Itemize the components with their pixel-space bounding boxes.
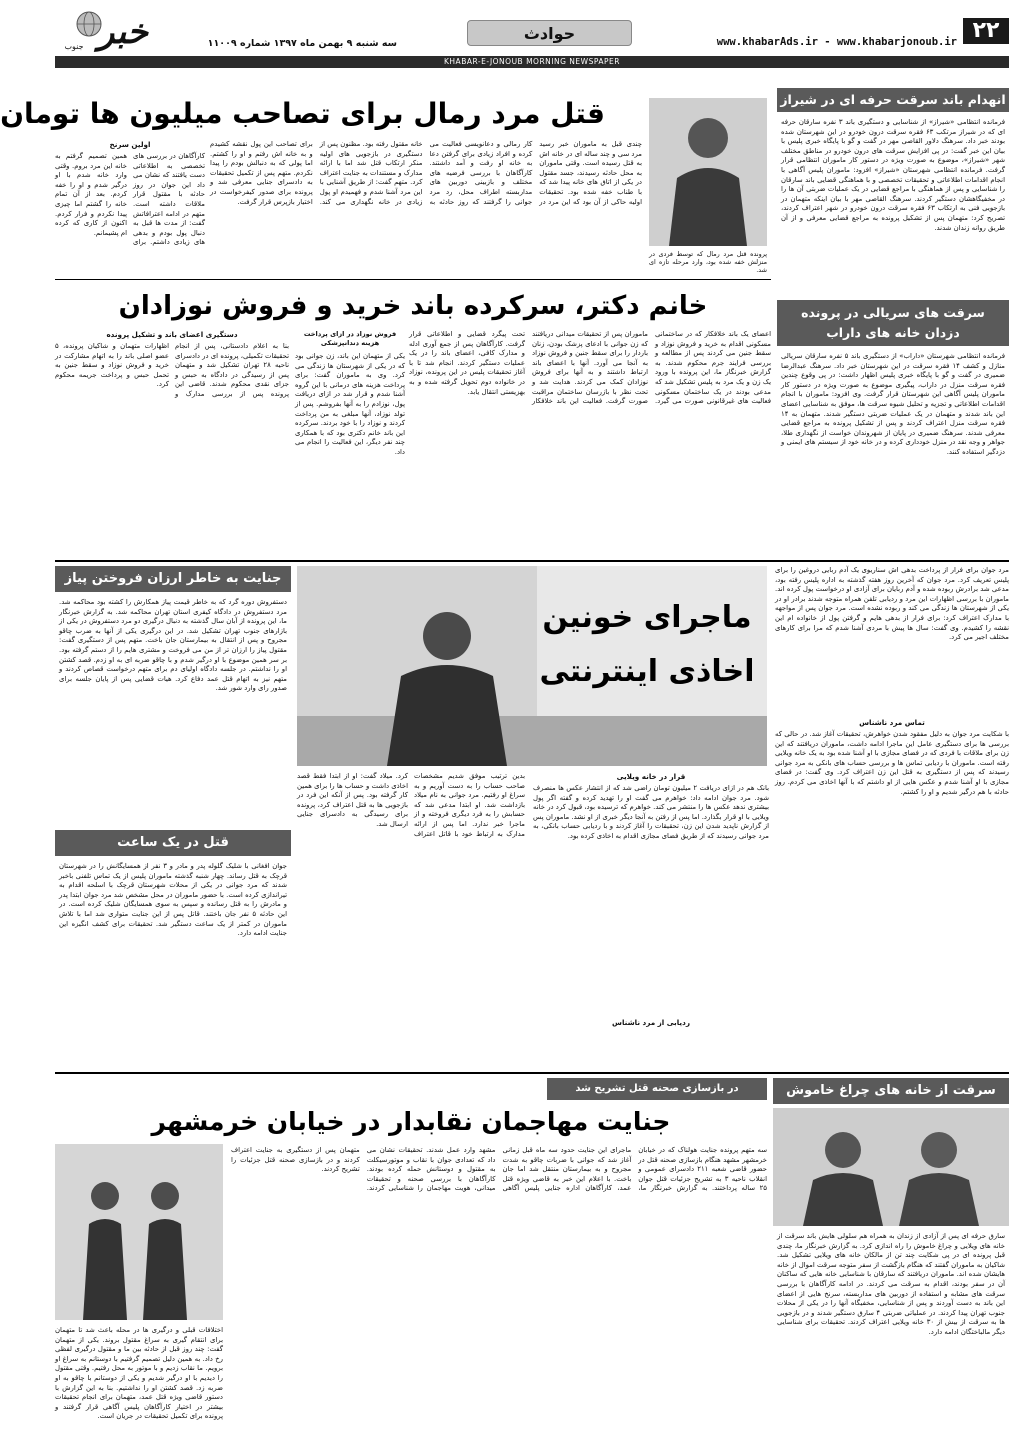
subhead: قرار در خانه ویلایی — [616, 772, 686, 781]
suspects-lineup-icon — [55, 1144, 223, 1320]
masthead — [47, 0, 1017, 70]
photo-caption-line2: اخاذی اینترنتی — [539, 654, 755, 689]
article-body: فرمانده انتظامی «شیراز» از شناسایی و دستگیری باند ۳ نفره سارقان حرفه ای که در شیراز مرتکب ۶۳ فقره سرقت درون خودرو در این شهرستان شده بودند خبر داد. سرهنگ دلاور القاصی مهر در گفت و گو با پایگاه خبری پلیس با بیان این خبر گفت: در پی افزایش سرقت های درون خودرو در مناطق مختلف شهر «شیراز»، موضوع به صورت ویژه در دستور کار ماموران انتظامی قرار گرفت. فرمانده انتظامی شهرستان «شیراز» افزود: ماموران پلیس آگاهی با انجام اقدامات اطلاعاتی و تحقیقات تخصصی و با هماهنگی قضایی باند سارقان را شناسایی و پس از هماهنگی با مراجع قضایی در یک عملیات ضربتی آن ها را در مخفیگاهشان دستگیر کردند. سرهنگ القاصی مهر با بیان اینکه متهمان در بازجویی فنی به ارتکاب ۶۳ فقره سرقت درون خودرو در شهر اعتراف کردند، تصریح کرد: متهمان پس از تشکیل پرونده به مراجع قضایی معرفی و از آن طریق روانه زندان شدند. — [781, 118, 1006, 232]
photo-caption-line1: ماجرای خونین — [542, 600, 752, 635]
article-rammal — [0, 88, 771, 276]
article-hour — [55, 830, 291, 1068]
article-shiraz — [777, 88, 1009, 298]
page-number-box — [963, 18, 1009, 44]
article-title: انهدام باند سرقت حرفه ای در شیراز — [777, 88, 1009, 112]
reconstruction-photo — [55, 1144, 223, 1320]
suspect-photo — [649, 98, 767, 246]
subhead: تماس مرد ناشناس — [859, 718, 925, 727]
article-title: خانم دکتر، سرکرده باند خرید و فروش نوزادان — [118, 291, 708, 321]
thieves-photo — [773, 1108, 1009, 1226]
divider — [55, 560, 1009, 562]
article-col-mid — [533, 772, 769, 1068]
article-body-mid: بانک هم در ازای دریافت ۲ میلیون تومان راضی شد که از انتشار عکس ها منصرف شود. مرد جوان ادامه داد: خواهرم می گفت او را تهدید کرده و گفته اگر پول بیشتری ندهد عکس ها را منتشر می کند. خواهرم که ترسیده بود، قبول کرد در خانه ویلایی با او قرار بگذارد. اما پس از رفتن به آنجا دیگر خبری از او نشد. ماموران پس از گزارش ناپدید شدن این زن، تحقیقات را آغاز کردند و با ردیابی حساب بانکی، به مرد جوانی رسیدند که از طریق فضای مجازی اقدام به اخاذی کرده بود. — [533, 784, 769, 840]
article-body: سارق حرفه ای پس از آزادی از زندان به همراه هم سلولی هایش باند سرقت از خانه های ویلایی و چراغ خاموش را راه اندازی کرد. به گزارش خبرنگار ما، چندی قبل پرونده ای در پی شکایت چند تن از مالکان خانه های ویلایی تشکیل شد. شاکیان به ماموران گفتند که هنگام بازگشت از سفر متوجه سرقت اموال از خانه هایشان شده اند. ماموران دریافتند که سارقان با شناسایی خانه هایی که ساکنان آن در سفر بودند، اقدام به سرقت می کردند. در ادامه کارآگاهان با بررسی سرقت های مشابه و استفاده از دوربین های مداربسته، سرنخ هایی از اعضای این باند به دست آوردند و پس از شناسایی، مخفیگاه آنها را در یکی از محلات جنوب تهران پیدا کردند. در عملیاتی ضربتی ۴ سارق دستگیر شدند و در بازجویی ها به سرقت از بیش از ۳۰ خانه ویلایی اعتراف کردند. تحقیقات برای شناسایی دیگر مالباختگان ادامه دارد. — [777, 1232, 1006, 1336]
article-col-left — [55, 140, 205, 274]
page-number: ۲۲ — [972, 18, 1000, 43]
date-issue: سه شنبه ۹ بهمن ماه ۱۳۹۷ شماره ۱۱۰۰۹ — [207, 38, 397, 49]
article-body: چندی قبل به ماموران خبر رسید مرد سی و چند ساله ای در خانه اش به قتل رسیده است. وقتی ماموران به محل حادثه رسیدند، جسد مقتول در یکی از اتاق های خانه پیدا شد که با طناب خفه شده بود. تحقیقات اولیه حاکی از آن بود که این مرد در کار رمالی و دعانویسی فعالیت می کرده و افراد زیادی برای گرفتن دعا به خانه او رفت و آمد داشتند. کارآگاهان با بررسی فرضیه های مختلف و بازبینی دوربین های مداربسته اطراف محل، رد مرد جوانی را گرفتند که روز حادثه به خانه مقتول رفته بود. مظنون پس از دستگیری در بازجویی های اولیه منکر ارتکاب قتل شد اما با ارائه مدارک و مستندات به جنایت اعتراف کرد. متهم گفت: از طریق آشنایی با این مرد آشنا شدم و فهمیدم او پول زیادی در خانه نگهداری می کند. برای تصاحب این پول نقشه کشیدم و به خانه اش رفتم و او را کشتم. اما پولی که به دنبالش بودم را پیدا نکردم. متهم پس از تکمیل تحقیقات به دادسرای جنایی معرفی شد و پرونده برای صدور کیفرخواست در اختیار بازپرس قرار گرفت. — [210, 140, 642, 206]
subhead: فروش نوزاد در ازای پرداخت هزینه دندانپزشکی — [303, 330, 397, 347]
article-title-text: سرقت های سریالی در پرونده دزدان خانه های داراب — [801, 305, 985, 340]
website-url: www.khabarAds.ir - www.khabarjonoub.ir — [716, 36, 957, 48]
subhead: دستگیری اعضای باند و تشکیل پرونده — [106, 330, 238, 339]
article-body: فرمانده انتظامی شهرستان «داراب» از دستگیری باند ۵ نفره سارقان سریالی منازل و کشف ۱۴ فقره سرقت در این شهرستان خبر داد. سرهنگ عبدالرضا ضمیری در گفت و گو با پایگاه خبری پلیس اظهار داشت: در پی وقوع چندین فقره سرقت منزل در داراب، پیگیری موضوع به صورت ویژه در دستور کار ماموران پلیس آگاهی این شهرستان قرار گرفت. وی افزود: ماموران با انجام اقدامات اطلاعاتی و تجزیه و تحلیل شیوه سرقت ها، موفق به شناسایی اعضای این باند شدند و متهمان در یک عملیات ضربتی دستگیر شدند. متهمان به ۱۴ فقره سرقت منزل اعتراف کردند و پس از تشکیل پرونده به مراجع قضایی معرفی شدند. سرهنگ ضمیری در پایان از شهروندان خواست از نگهداری طلا، جواهر و وجه نقد در منزل خودداری کرده و در خانه خود از سیستم های ایمنی و دزدگیر استفاده کنند. — [781, 352, 1005, 456]
article-body-3: بنا به اعلام دادستانی، پس از انجام تحقیقات تکمیلی، پرونده ای در دادسرای ناحیه ۲۸ تهران تشکیل شد و متهمان پس از رسیدگی در دادگاه به حبس و جزای نقدی محکوم شدند. قاضی این پرونده پس از بررسی مدارک و اظهارات متهمان و شاکیان پرونده، ۵ عضو اصلی باند را به اتهام مشارکت در خرید و فروش نوزاد و سقط جنین به تحمل حبس و پرداخت جریمه محکوم کرد. — [55, 342, 289, 398]
article-body: دستفروش دوره گرد که به خاطر قیمت پیاز همکارش را کشته بود محاکمه شد. مرد دستفروش در دادگاه کیفری استان تهران محاکمه شد. به گزارش خبرنگار ما، این پرونده از آبان سال گذشته به دنبال درگیری دو مرد دستفروش در یکی از بازارهای جنوب تهران تشکیل شد. در این درگیری یکی از آنها به ضرب چاقو مجروح و پس از انتقال به بیمارستان جان باخت. متهم پس از دستگیری گفت: مقتول پیاز را ارزان تر از من می فروخت و مشتری هایم را از دستم گرفته بود. بر سر همین موضوع با او درگیر شدم و با چاقو ضربه ای به او زدم. قصد کشتن او را نداشتم. در جلسه دادگاه اولیای دم برای متهم درخواست قصاص کردند و متهم نیز به اتهام قتل عمد دفاع کرد. هیات قضایی پس از پایان جلسه برای صدور رای وارد شور شد. — [59, 598, 287, 693]
section-tab — [467, 20, 632, 46]
article-body: جوان افغانی با شلیک گلوله پدر و مادر و ۳ نفر از همسایگانش را در شهرستان قرچک به قتل رساند. چهار شنبه گذشته ماموران پلیس از یک تماس تلفنی باخبر شدند که مرد جوانی در یکی از محلات شهرستان قرچک با اسلحه اقدام به تیراندازی کرده است. با حضور ماموران در محل مشخص شد مرد جوان ابتدا پدر و مادرش را به قتل رسانده و سپس به سوی همسایگان شلیک کرده است. در این حادثه ۵ نفر جان باختند. قاتل پس از این جنایت متواری شد اما با تلاش ماموران در کمتر از یک ساعت دستگیر شد. تحقیقات برای کشف انگیزه این جنایت ادامه دارد. — [59, 862, 287, 938]
english-subtitle: KHABAR-E-JONOUB MORNING NEWSPAPER — [444, 57, 620, 66]
article-title: سرقت از خانه های چراغ خاموش — [773, 1078, 1009, 1104]
newspaper-logo — [57, 8, 157, 58]
article-title — [777, 300, 1009, 346]
article-onion — [55, 566, 291, 828]
subhead: اولین سرنخ — [109, 140, 151, 149]
article-kicker: در بازسازی صحنه قتل تشریح شد — [547, 1078, 767, 1100]
article-doctor — [55, 282, 771, 556]
article-internet — [297, 566, 1009, 1070]
suspect-silhouette-icon — [649, 98, 767, 246]
article-body-2: کارآگاهان در بررسی های تخصصی به اطلاعاتی دست یافتند که نشان می داد این جوان در روز حادثه با مقتول قرار ملاقات داشته است. متهم در ادامه اعترافاتش گفت: از مدت ها قبل به دنبال پول بودم و بدهی های زیادی داشتم. برای همین تصمیم گرفتم به خانه این مرد بروم. وقتی وارد خانه شدم با او درگیر شدم و او را خفه کردم. بعد از آن تمام خانه را گشتم اما چیزی پیدا نکردم و فرار کردم. اکنون از کاری که کرده ام پشیمانم. — [55, 152, 205, 247]
article-silent — [773, 1078, 1009, 1424]
section-title: حوادث — [523, 24, 576, 43]
article-khorramshahr — [55, 1078, 767, 1424]
logo-text: خبر — [97, 12, 149, 52]
article-title: قتل مرد رمال برای تصاحب میلیون ها تومان — [0, 97, 605, 130]
article-body-left: بدین ترتیب موفق شدیم مشخصات صاحب حساب را به دست آوریم و به سراغ او رفتیم. مرد جوانی به نام میلاد بازداشت شد. او ابتدا مدعی شد که حسابش را به فرد دیگری فروخته و از ماجرا خبر ندارد. اما پس از ارائه مدارک به ارتباط خود با قاتل اعتراف کرد. میلاد گفت: او از ابتدا فقط قصد اخاذی داشت و حساب ها را برای همین کار گرفته بود. پس از آنکه این فرد در بازجویی ها به قتل اعتراف کرد، پرونده برای رسیدگی به دادسرای جنایی ارسال شد. — [297, 772, 525, 838]
courtroom-photo — [297, 566, 767, 766]
suspects-photo-icon — [773, 1108, 1009, 1226]
article-body: اعضای یک باند خلافکار که در ساختمانی مسکونی اقدام به خرید و فروش نوزاد و سقط جنین می کردند پس از مطالعه و بررسی فرایند جرم محکوم شدند. به گزارش خبرنگار ما، این پرونده با ورود یک زن و یک مرد به پلیس تشکیل شد که مدعی بودند در یک ساختمان مسکونی فعالیت های غیرقانونی صورت می گیرد. ماموران پس از تحقیقات میدانی دریافتند که زن جوانی با ادعای پزشک بودن، زنان باردار را برای سقط جنین و فروش نوزاد به آنجا می آورد. آنها با اعضای باند ارتباط داشتند و به آنها برای فروش نوزادان کمک می کردند. هدایت شد و تحت نظر با بازرسان ساختمان مراقبت صورت گرفت. فعالیت این باند خلافکار تحت پیگرد قضایی و اطلاعاتی قرار گرفت. کارآگاهان پس از جمع آوری ادله و مدارک کافی، اعضای باند را در یک عملیات دستگیر کردند. انجام شد تا با آغاز تحقیقات پلیس در این پرونده، نوزاد در خانواده دوم تحویل گرفته شده و به بهزیستی انتقال یابد. — [409, 330, 771, 406]
article-body-2: اختلافات قبلی و درگیری ها در محله باعث شد تا متهمان برای انتقام گیری به سراغ مقتول بروند. یکی از متهمان گفت: چند روز قبل از حادثه بین ما و مقتول درگیری لفظی رخ داد. به همین دلیل تصمیم گرفتیم با دوستانم به سراغ او برویم. ما نقاب زدیم و با موتور به محل رفتیم. وقتی مقتول را دیدیم با او درگیر شدیم و یکی از دوستانم با چاقو به او ضربه زد. قصد کشتن او را نداشتیم. بنا به این گزارش با دستور قاضی ویژه قتل عمد، متهمان برای انجام تحقیقات بیشتر در اختیار کارآگاهان پلیس آگاهی قرار گرفتند و پرونده برای تکمیل تحقیقات در جریان است. — [55, 1326, 223, 1421]
article-body-right: مرد جوان برای فرار از پرداخت بدهی اش سناریوی یک آدم ربایی دروغین را برای پلیس تعریف کرد. مرد جوان که آخرین روز هفته گذشته به اداره پلیس رفته بود، مدعی شد برادرش ربوده شده و آدم ربایان برای آزادی او درخواست پول کرده اند. ماموران با بررسی اظهارات این مرد و ردیابی تلفن همراه متوجه شدند برادر او در یکی از شهرستان ها زندگی می کند و ربوده نشده است. مرد جوان پس از مواجهه با مدارک اعتراف کرد: برای فرار از بدهی هایم و گرفتن پول از خانواده ام این نقشه را کشیدم. وی گفت: سال ها پیش با مردی آشنا شدم که مرا برای کارهای مختلف اجیر می کرد. — [775, 566, 1009, 642]
subhead: ردیابی از مرد ناشناس — [612, 1018, 690, 1027]
masthead-strip — [55, 56, 1009, 68]
article-body-2: یکی از متهمان این باند، زن جوانی بود که در یکی از شهرستان ها زندگی می کرد. وی به ماموران گفت: برای پرداخت هزینه های درمانی با این گروه آشنا شدم و قرار شد در ازای دریافت پول، نوزادم را به آنها بفروشم. پس از تولد نوزاد، آنها مبلغی به من پرداخت کردند و نوزاد را با خود بردند. سرکرده این باند خانم دکتری بود که با همکاری چند نفر دیگر، این فعالیت را انجام می داد. — [295, 352, 405, 456]
article-title: جنایت مهاجمان نقابدار در خیابان خرمشهر — [151, 1107, 671, 1136]
divider — [55, 1072, 1009, 1074]
photo-caption: پرونده قتل مرد رمال که توسط فردی در منزلش خفه شده بود، وارد مرحله تازه ای شد. — [649, 250, 767, 274]
article-col-left — [55, 330, 289, 554]
article-darab — [777, 300, 1009, 562]
article-body: سه متهم پرونده جنایت هولناک که در خیابان خرمشهر مشهد هنگام بازسازی صحنه قتل در حضور قاضی شعبه ۲۱۱ دادسرای عمومی و انقلاب ناحیه ۳ به تشریح جزئیات قتل جوان ۲۵ ساله پرداختند. به گزارش خبرنگار ما، ماجرای این جنایت حدود سه ماه قبل زمانی آغاز شد که جوانی با ضربات چاقو به شدت مجروح و به بیمارستان منتقل شد اما جان باخت. با اعلام این خبر به قاضی ویژه قتل عمد، کارآگاهان اداره جنایی پلیس آگاهی مشهد وارد عمل شدند. تحقیقات نشان می داد که تعدادی جوان با نقاب و موتورسیکلت به مقتول و دوستانش حمله کرده بودند. کارآگاهان با بررسی صحنه و تحقیقات میدانی، هویت مهاجمان را شناسایی کردند. متهمان پس از دستگیری به جنایت اعتراف کردند و در بازسازی صحنه قتل جزئیات را تشریح کردند. — [231, 1146, 767, 1193]
article-body-right-2: با شکایت مرد جوان به دلیل مفقود شدن خواهرش، تحقیقات آغاز شد. در حالی که بررسی ها برای دستگیری عامل این ماجرا ادامه داشت، ماموران دریافتند که این زن برای ملاقات با فردی که در فضای مجازی با او آشنا شده بود به یک خانه ویلایی رفته است. ماموران با ردیابی تماس ها و بررسی حساب های بانکی به مرد جوانی رسیدند که پس از دستگیری به قتل این زن اعتراف کرد. وی گفت: در فضای مجازی با او آشنا شدم و عکس هایی از او داشتم که با آنها اخاذی می کردم. روز حادثه با هم درگیر شدیم و او را کشتم. — [775, 730, 1009, 796]
divider — [55, 279, 771, 280]
logo-subtext: جنوب — [64, 42, 84, 51]
article-col-mid — [295, 330, 405, 554]
article-title: جنایت به خاطر ارزان فروختن پیاز — [55, 566, 291, 592]
article-title: قتل در یک ساعت — [55, 830, 291, 856]
